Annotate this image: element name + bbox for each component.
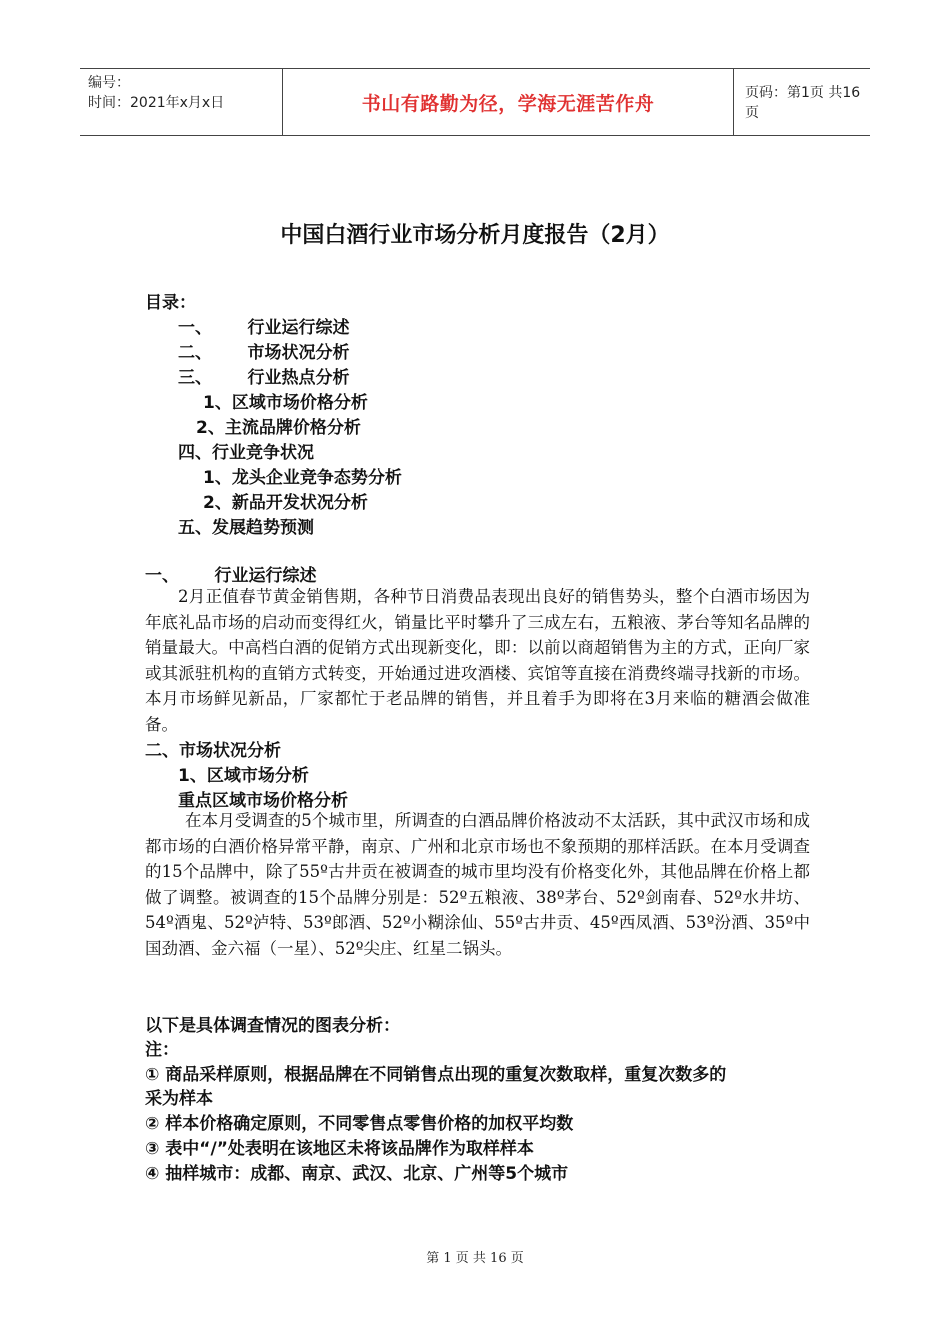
section1-paragraph: 2月正值春节黄金销售期，各种节日消费品表现出良好的销售势头，整个白酒市场因为年底礼品市场的启动而变得红火，销量比平时攀升了三成左右，五粮液、茅台等知名品牌的销量最大。中高档白酒的促销方式出现新变化，即：以前以商超销售为主的方式，正向厂家或其派驻机构的直销方式转变，开始通过进攻酒楼、宾馆等直接在消费终端寻找新的市场。本月市场鲜见新品，厂家都忙于老品牌的销售，并且着手为即将在3月来临的糖酒会做准备。 [145,587,810,734]
notes-label: 注： [145,1040,179,1060]
note-item: ① 商品采样原则，根据品牌在不同销售点出现的重复次数取样，重复次数多的 [145,1065,727,1085]
page-title: 中国白酒行业市场分析月度报告（2月） [280,223,670,248]
toc-item: 一、 行业运行综述 [178,318,350,338]
toc-item: 五、发展趋势预测 [178,518,314,538]
toc-heading: 目录： [145,293,196,313]
document-header [80,68,870,136]
toc-item: 1、龙头企业竞争态势分析 [203,468,402,488]
page-footer: 第 1 页 共 16 页 [426,1251,524,1266]
section1-heading: 一、 行业运行综述 [145,566,317,586]
section2-heading: 二、市场状况分析 [145,741,281,761]
note-item: ③ 表中“/”处表明在该地区未将该品牌作为取样样本 [145,1139,534,1159]
toc-item: 四、行业竞争状况 [178,443,314,463]
toc-item: 1、区域市场价格分析 [203,393,368,413]
section2-sub2: 重点区域市场价格分析 [178,791,348,811]
section2-sub1: 1、区域市场分析 [178,766,309,786]
toc-item: 2、新品开发状况分析 [203,493,368,513]
header-motto: 书山有路勤为径，学海无涯苦作舟 [361,92,655,115]
header-page-info: 页码：第1页 共16页 [745,85,861,121]
toc-item: 2、主流品牌价格分析 [196,418,361,438]
note-item: ② 样本价格确定原则，不同零售点零售价格的加权平均数 [145,1114,574,1134]
note-item: 采为样本 [145,1089,213,1109]
toc-item: 二、 市场状况分析 [178,343,350,363]
number-label: 编号： [88,75,130,91]
header-motto-cell [282,69,734,135]
toc-item: 三、 行业热点分析 [178,368,350,388]
section2-paragraph: 在本月受调查的5个城市里，所调查的白酒品牌价格波动不太活跃，其中武汉市场和成都市场的白酒价格异常平静，南京、广州和北京市场也不象预期的那样活跃。在本月受调查的15个品牌中，除了55º古井贡在被调查的城市里均没有价格变化外，其他品牌在价格上都做了调整。被调查的15个品牌分别是：52º五粮液、38º茅台、52º剑南春、52º水井坊、54º酒鬼、52º泸特、53º郎酒、52º小糊涂仙、55º古井贡、45º西凤酒、53º汾酒、35º中国劲酒、金六福（一星）、52º尖庄、红星二锅头。 [145,811,810,958]
note-item: ④ 抽样城市：成都、南京、武汉、北京、广州等5个城市 [145,1164,569,1184]
notes-intro: 以下是具体调查情况的图表分析： [145,1016,400,1036]
time-label: 时间：2021年x月x日 [88,95,225,111]
header-left [88,73,224,113]
